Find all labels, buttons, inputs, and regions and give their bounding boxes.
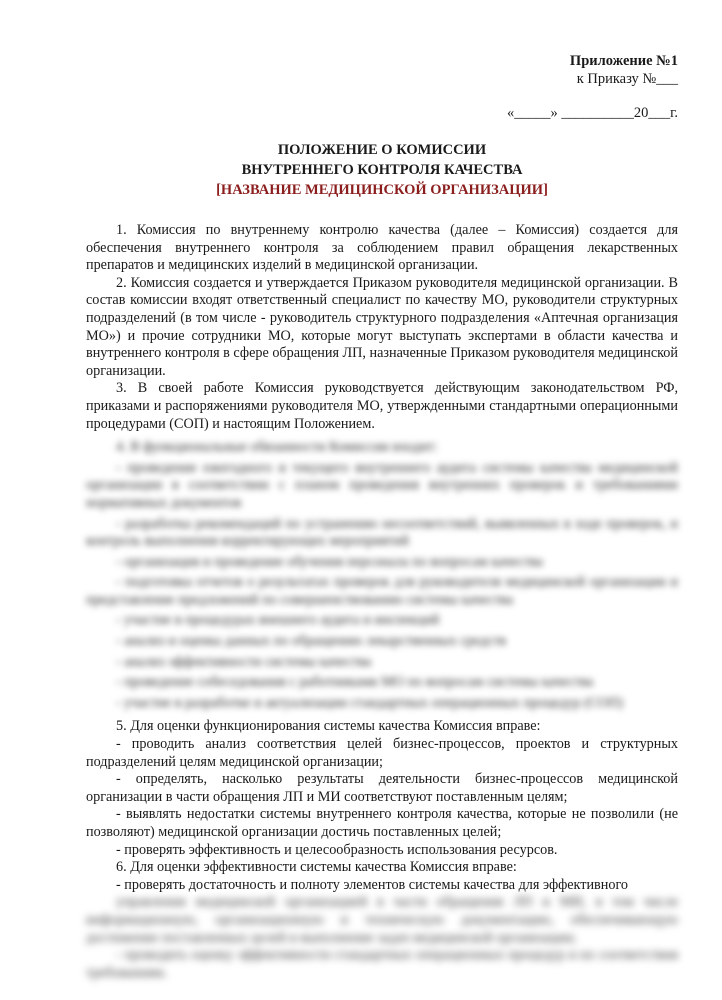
appendix-title: Приложение №1: [569, 53, 678, 69]
title-line-1: ПОЛОЖЕНИЕ О КОМИССИИ: [277, 142, 487, 158]
blurred-section-bottom: [86, 894, 678, 982]
document-body: [86, 222, 678, 982]
appendix-order-ref: к Приказу №___: [576, 71, 678, 87]
document-title: [86, 140, 678, 200]
clause-5-item: - проводить анализ соответствия целей бизнес-процессов, проектов и структурных подразделений целям медицинской организации;: [86, 736, 678, 770]
blurred-section: [86, 439, 678, 712]
clause-6-item: - проверять достаточность и полноту элементов системы качества для эффективного: [116, 876, 629, 893]
blurred-line: - анализ эффективности системы качества: [116, 653, 372, 670]
blurred-line: 4. В функциональные обязанности Комиссии входит:: [116, 439, 438, 456]
blurred-line: - анализ и оценка данных по обращению лекарственных средств: [116, 633, 507, 650]
clause-5-item: - определять, насколько результаты деятельности бизнес-процессов медицинской организации в части обращения ЛП и МИ соответствуют поставленным целям;: [86, 771, 678, 805]
blurred-line: - организация и проведение обучения персонала по вопросам качества: [116, 553, 543, 570]
blurred-line: - проводить оценку эффективности стандартных операционных процедур и их соответствия требованиям.: [86, 947, 678, 981]
clause-6: 6. Для оценки эффективности системы качества Комиссия вправе:: [116, 859, 517, 876]
blurred-line: - разработка рекомендаций по устранению несоответствий, выявленных в ходе проверок, и контроль выполнения корректирующих мероприятий: [86, 515, 678, 550]
clause-2: 2. Комиссия создается и утверждается Приказом руководителя медицинской организации. В состав комиссии входят ответственный специалист по качеству МО, руководители структурных подразделений (в том числе - руководитель структурного подразделения «Аптечная организация МО») и прочие сотрудники МО, которые могут выступать экспертами в области качества и внутреннего контроля в сфере обращения ЛП, назначенные Приказом руководителя медицинской организации.: [86, 274, 678, 379]
blurred-line: - участие в процедурах внешнего аудита и инспекций: [116, 612, 440, 629]
blurred-line: - участие в разработке и актуализации стандартных операционных процедур (СОП): [116, 694, 624, 711]
blurred-line: управления медицинской организацией в части обращения ЛП и МИ, в том числе информационную, организационную и техническую документацию, обеспечивающую достижение поставленных целей и выполнение задач медицинской организации;: [86, 894, 678, 946]
title-line-2: ВНУТРЕННЕГО КОНТРОЛЯ КАЧЕСТВА: [241, 162, 523, 178]
appendix-header: [570, 52, 678, 88]
clause-1: 1. Комиссия по внутреннему контролю качества (далее – Комиссия) создается для обеспечения внутреннего контроля за соблюдением правил обращения лекарственных препаратов и медицинских изделий в медицинской организации.: [86, 222, 678, 274]
date-line: «_____» __________20___г.: [506, 105, 678, 121]
blurred-line: - проведение собеседования с работниками МО по вопросам системы качества: [116, 674, 594, 691]
organization-name-placeholder: [НАЗВАНИЕ МЕДИЦИНСКОЙ ОРГАНИЗАЦИИ]: [216, 182, 548, 198]
clause-5: 5. Для оценки функционирования системы качества Комиссия вправе:: [116, 718, 541, 735]
blurred-line: - подготовка отчетов о результатах проверок для руководителя медицинской организации и представление предложений по совершенствованию системы качества: [86, 574, 678, 608]
clause-5-item: - выявлять недостатки системы внутреннего контроля качества, которые не позволили (не позволяют) медицинской организации достичь поставленных целей;: [86, 806, 678, 840]
clause-5-item: - проверять эффективность и целесообразность использования ресурсов.: [116, 841, 558, 858]
blurred-line: - проведение ежегодного и текущего внутреннего аудита системы качества медицинской организации в соответствии с планом проведения внутренних проверок и требованиями нормативных документов: [86, 459, 678, 511]
clause-3: 3. В своей работе Комиссия руководствуется действующим законодательством РФ, приказами и распоряжениями руководителя МО, утвержденными стандартными операционными процедурами (СОП) и настоящим Положением.: [86, 380, 678, 432]
